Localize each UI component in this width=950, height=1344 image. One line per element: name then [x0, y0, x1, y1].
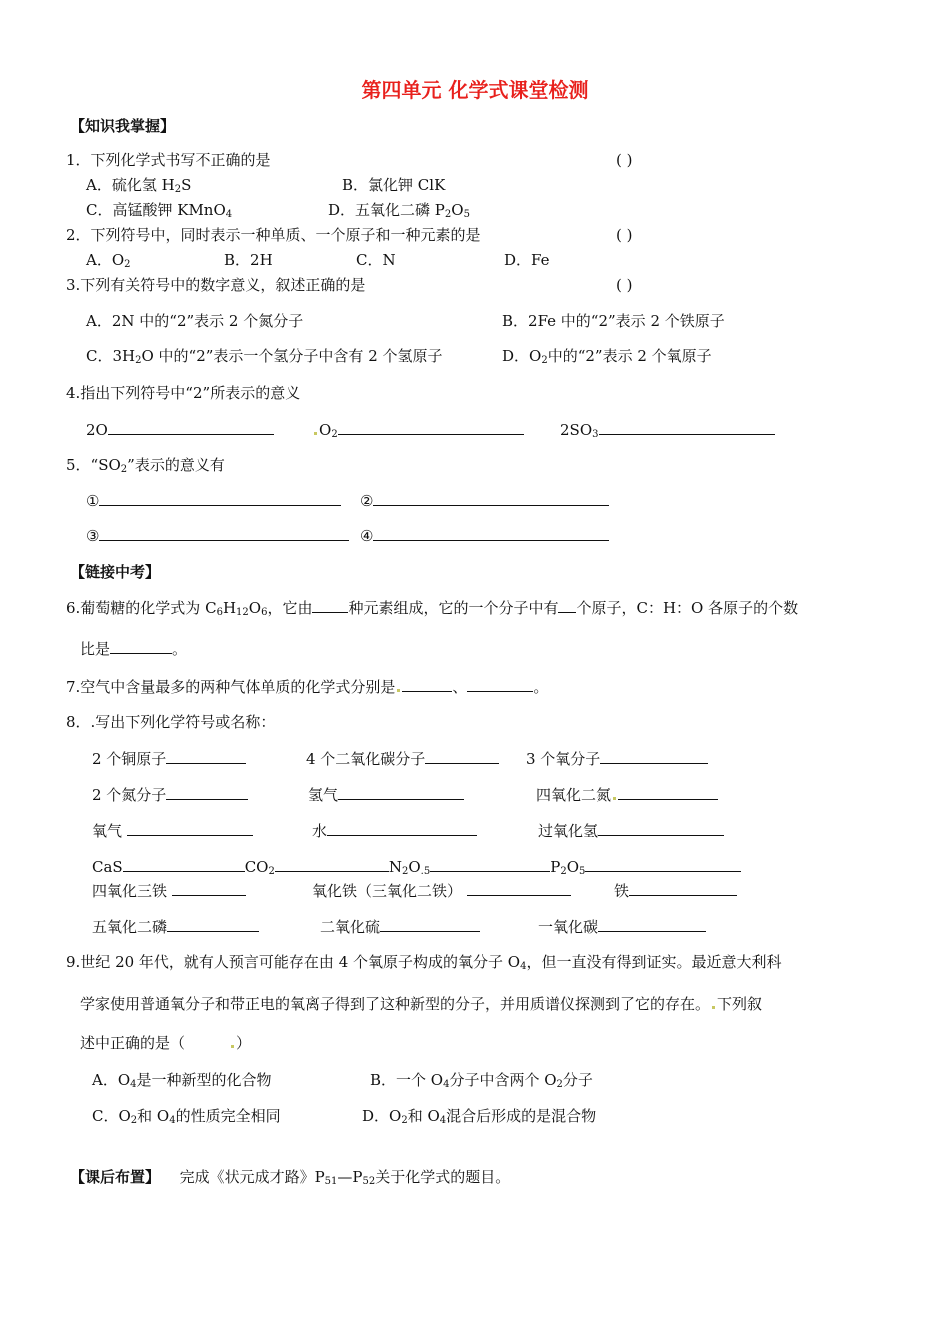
section-exam: 【链接中考】 [70, 563, 161, 581]
q8-item: 2 个氮分子 [92, 784, 248, 805]
q1-option-c: C．高锰酸钾 KMnO$_4$ [86, 201, 233, 220]
q3-option-c: C．$3H_2O$ 中的“2”表示一个氢分子中含有 2 个氢原子 [86, 347, 443, 366]
q9-option-d: D．$O_2$和 $O_4$混合后形成的是混合物 [362, 1107, 597, 1126]
q4-item-2: $O_2$ [312, 419, 524, 440]
answer-blank[interactable] [585, 856, 741, 872]
q8-item: 一氧化碳 [538, 916, 706, 937]
q4-item-1: 2O [86, 419, 274, 440]
q1-option-b: B．氯化钾 ClK [342, 176, 446, 194]
answer-blank[interactable] [123, 856, 245, 872]
q9-line-2: 学家使用普通氧分子和带正电的氧离子得到了这种新型的分子，并用质谱仪探测到了它的存在。 下列叙 [80, 995, 763, 1013]
answer-blank[interactable] [338, 784, 464, 800]
q2-option-a: A．$O_2$ [86, 251, 131, 270]
q1-stem: 1．下列化学式书写不正确的是 [66, 151, 271, 169]
q9-option-c: C．$O_2$和 $O_4$的性质完全相同 [92, 1107, 281, 1126]
answer-blank[interactable] [167, 916, 259, 932]
answer-blank[interactable] [110, 638, 172, 654]
answer-blank[interactable] [618, 784, 718, 800]
answer-blank[interactable] [373, 490, 609, 506]
q8-item: 水 [312, 820, 477, 841]
answer-blank[interactable] [166, 748, 246, 764]
q6-line-1: 6.葡萄糖的化学式为 $C_6H_{12}O_6$，它由 种元素组成，它的一个分子中有 个原子，C：H：O 各原子的个数 [66, 599, 799, 618]
page-title: 第四单元 化学式课堂检测 [361, 78, 589, 102]
q8-item: 4 个二氧化碳分子 [306, 748, 499, 769]
q6-line-2: 比是 。 [80, 640, 188, 658]
answer-blank[interactable] [166, 784, 248, 800]
q7: 7.空气中含量最多的两种气体单质的化学式分别是 、 。 [66, 678, 549, 696]
q8-item: 氧气 [92, 820, 253, 841]
answer-blank[interactable] [467, 676, 533, 692]
answer-blank[interactable] [598, 820, 724, 836]
q5-meaning-2: ② [360, 490, 609, 511]
q2-option-d: D．Fe [504, 251, 550, 269]
q2-paren: ( ) [616, 226, 633, 244]
q8-formula-row: CaS $CO_2$ $N_2O_{.5}$ $P_2O_5$ [92, 856, 741, 877]
answer-blank[interactable] [108, 419, 274, 435]
q3-stem: 3.下列有关符号中的数字意义，叙述正确的是 [66, 276, 366, 294]
q1-option-a: A．硫化氢 $H_2S$ [86, 176, 192, 195]
answer-blank[interactable] [99, 490, 341, 506]
q8-item: 五氧化二磷 [92, 916, 259, 937]
q5-meaning-1: ① [86, 490, 341, 511]
q9-line-1: 9.世纪 20 年代，就有人预言可能存在由 4 个氧原子构成的氧分子 $O_4$，但一直没有得到证实。最近意大利科 [66, 953, 782, 972]
q2-option-b: B．2H [224, 251, 273, 269]
answer-blank[interactable] [127, 820, 253, 836]
q5-meaning-3: ③ [86, 525, 349, 546]
q3-option-d: D．$O_2$中的“2”表示 2 个氧原子 [502, 347, 712, 366]
answer-blank[interactable] [338, 419, 524, 435]
section-knowledge: 【知识我掌握】 [70, 117, 176, 135]
q9-line-3: 述中正确的是（ ） [80, 1034, 252, 1052]
answer-blank[interactable] [312, 597, 348, 613]
q8-item: 二氧化硫 [320, 916, 480, 937]
answer-blank[interactable] [99, 525, 349, 541]
q3-option-b: B．2Fe 中的“2”表示 2 个铁原子 [502, 312, 725, 330]
answer-blank[interactable] [380, 916, 480, 932]
answer-blank[interactable] [598, 916, 706, 932]
q1-paren: ( ) [616, 151, 633, 169]
answer-blank[interactable] [327, 820, 477, 836]
answer-blank[interactable] [600, 748, 708, 764]
q4-stem: 4.指出下列符号中“2”所表示的意义 [66, 384, 301, 402]
q3-option-a: A．2N 中的“2”表示 2 个氮分子 [86, 312, 304, 330]
q1-option-d: D．五氧化二磷 $P_2O_5$ [328, 201, 470, 220]
homework: 【课后布置】 完成《状元成才路》$P_{51}—P_{52}$关于化学式的题目。 [70, 1168, 511, 1187]
q3-paren: ( ) [616, 276, 633, 294]
q8-item: 氧化铁（三氧化二铁） [312, 880, 571, 901]
q8-item: 四氧化二氮 [536, 784, 718, 805]
answer-blank[interactable] [425, 748, 499, 764]
q2-option-c: C．N [356, 251, 396, 269]
answer-blank[interactable] [402, 676, 452, 692]
answer-blank[interactable] [172, 880, 246, 896]
q8-item: 2 个铜原子 [92, 748, 246, 769]
q8-item: 四氧化三铁 [92, 880, 246, 901]
q8-item: 3 个氧分子 [526, 748, 708, 769]
q8-stem: 8．.写出下列化学符号或名称： [66, 713, 276, 731]
answer-blank[interactable] [599, 419, 775, 435]
answer-blank[interactable] [373, 525, 609, 541]
answer-blank[interactable] [558, 597, 576, 613]
q8-item: 铁 [614, 880, 737, 901]
q4-item-3: $2SO_3$ [560, 419, 775, 440]
q8-item: 氢气 [308, 784, 464, 805]
q5-stem: 5．“$SO_2$”表示的意义有 [66, 456, 225, 475]
answer-blank[interactable] [275, 856, 389, 872]
answer-blank[interactable] [430, 856, 550, 872]
q5-meaning-4: ④ [360, 525, 609, 546]
q8-item: 过氧化氢 [538, 820, 724, 841]
answer-blank[interactable] [629, 880, 737, 896]
q2-stem: 2．下列符号中，同时表示一种单质、一个原子和一种元素的是 [66, 226, 481, 244]
answer-blank[interactable] [467, 880, 571, 896]
q9-option-a: A．$O_4$是一种新型的化合物 [92, 1071, 272, 1090]
q9-option-b: B．一个 $O_4$分子中含两个 $O_2$分子 [370, 1071, 593, 1090]
